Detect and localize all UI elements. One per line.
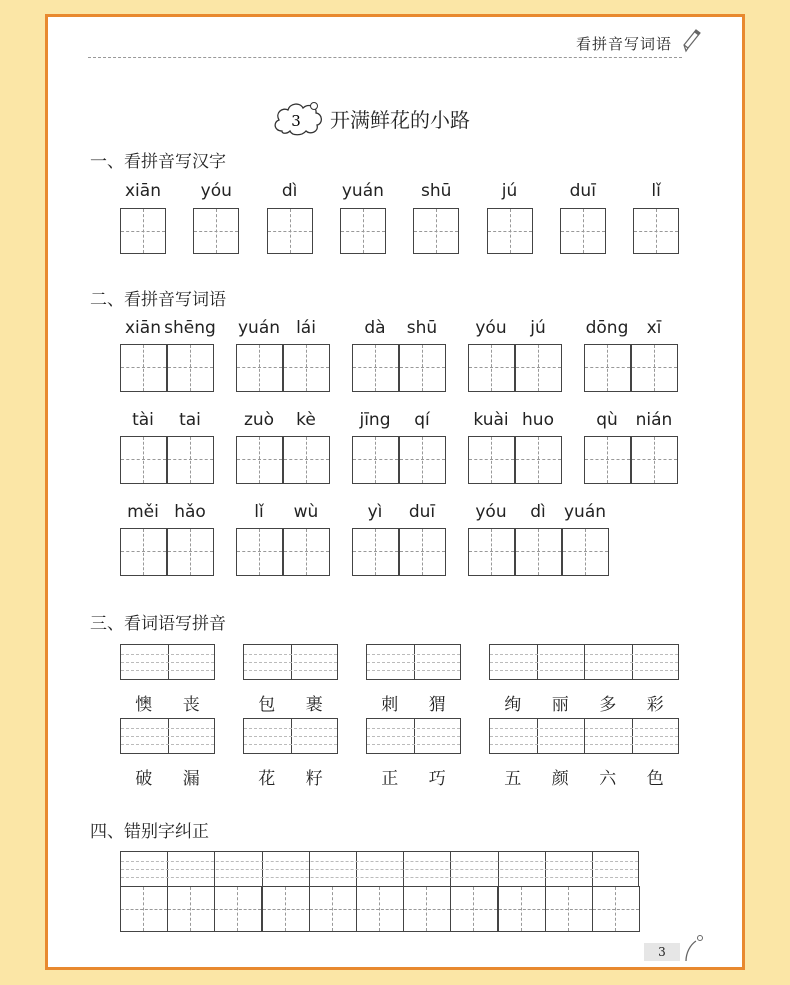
tianzige-box[interactable]: [468, 436, 515, 484]
tianzige-box[interactable]: [631, 436, 678, 484]
tianzige-box[interactable]: [515, 344, 562, 392]
pinyin-label: xiān: [125, 181, 161, 201]
section-3-label: 三、看词语写拼音: [90, 614, 226, 634]
pinyin-label: duī: [569, 181, 596, 201]
pinyin-label: yóu: [475, 318, 507, 338]
hanzi-label: 五: [504, 769, 522, 789]
tianzige-box[interactable]: [214, 886, 262, 932]
tianzige-box[interactable]: [633, 208, 679, 254]
pinyin-writing-box[interactable]: [489, 718, 679, 754]
hanzi-label: 彩: [646, 695, 664, 715]
tianzige-box[interactable]: [120, 436, 167, 484]
pinyin-label: xiān: [125, 318, 161, 338]
tianzige-box[interactable]: [283, 344, 330, 392]
pinyin-writing-box[interactable]: [489, 644, 679, 680]
tianzige-box[interactable]: [584, 436, 631, 484]
tianzige-box[interactable]: [352, 436, 399, 484]
cloud-badge-icon: [270, 97, 326, 139]
tianzige-box[interactable]: [413, 208, 459, 254]
pinyin-label: dà: [364, 318, 386, 338]
tianzige-box[interactable]: [399, 528, 446, 576]
pinyin-label: jú: [501, 181, 518, 201]
pinyin-label: jú: [530, 318, 546, 338]
tianzige-box[interactable]: [515, 436, 562, 484]
tianzige-box[interactable]: [120, 208, 166, 254]
tianzige-box[interactable]: [356, 886, 404, 932]
tianzige-box[interactable]: [167, 344, 214, 392]
pinyin-label: shū: [420, 181, 452, 201]
section-2-label: 二、看拼音写词语: [90, 290, 226, 310]
pinyin-label: qù: [596, 410, 618, 430]
pinyin-label: tai: [179, 410, 201, 430]
pinyin-label: huo: [522, 410, 554, 430]
tianzige-box[interactable]: [468, 344, 515, 392]
tianzige-box[interactable]: [584, 344, 631, 392]
pinyin-writing-box[interactable]: [120, 718, 215, 754]
pinyin-label: xī: [646, 318, 662, 338]
tianzige-box[interactable]: [352, 528, 399, 576]
pinyin-label: yì: [367, 502, 383, 522]
hanzi-label: 颜: [551, 769, 569, 789]
tianzige-box[interactable]: [498, 886, 546, 932]
pinyin-label: jīng: [359, 410, 391, 430]
hanzi-label: 多: [599, 695, 617, 715]
pinyin-label: lái: [296, 318, 316, 338]
tianzige-box[interactable]: [352, 344, 399, 392]
tianzige-box[interactable]: [267, 208, 313, 254]
tianzige-box[interactable]: [399, 436, 446, 484]
tianzige-box[interactable]: [262, 886, 310, 932]
tianzige-box[interactable]: [236, 436, 283, 484]
tianzige-box[interactable]: [236, 344, 283, 392]
pinyin-label: yuán: [563, 502, 607, 522]
tianzige-box[interactable]: [450, 886, 498, 932]
tianzige-box[interactable]: [193, 208, 239, 254]
tianzige-box[interactable]: [403, 886, 451, 932]
tianzige-box[interactable]: [340, 208, 386, 254]
tianzige-box[interactable]: [399, 344, 446, 392]
pencil-icon: [682, 27, 702, 53]
pinyin-label: zuò: [243, 410, 275, 430]
hanzi-label: 色: [646, 769, 664, 789]
lesson-heading: [270, 97, 470, 139]
tianzige-box[interactable]: [283, 436, 330, 484]
pinyin-label: qí: [414, 410, 430, 430]
pinyin-label: lǐ: [651, 181, 661, 201]
hanzi-label: 猬: [428, 695, 446, 715]
pinyin-writing-box[interactable]: [243, 718, 338, 754]
tianzige-box[interactable]: [562, 528, 609, 576]
hanzi-label: 懊: [135, 695, 153, 715]
tianzige-box[interactable]: [560, 208, 606, 254]
pinyin-label: wù: [293, 502, 319, 522]
pinyin-label: duī: [408, 502, 436, 522]
tianzige-box[interactable]: [167, 528, 214, 576]
pinyin-label: kè: [296, 410, 316, 430]
hanzi-label: 绚: [504, 695, 522, 715]
tianzige-box[interactable]: [309, 886, 357, 932]
tianzige-box[interactable]: [468, 528, 515, 576]
pinyin-label: hǎo: [174, 502, 206, 522]
pinyin-label: nián: [635, 410, 673, 430]
pinyin-writing-box[interactable]: [243, 644, 338, 680]
lesson-number: 3: [291, 112, 301, 130]
tianzige-box[interactable]: [167, 436, 214, 484]
hanzi-label: 巧: [428, 769, 446, 789]
tianzige-box[interactable]: [487, 208, 533, 254]
section-4-label: 四、错别字纠正: [90, 822, 209, 842]
pinyin-label: shū: [406, 318, 438, 338]
pinyin-writing-box[interactable]: [120, 644, 215, 680]
pinyin-label: yóu: [200, 181, 232, 201]
pinyin-label: dōng: [585, 318, 629, 338]
pinyin-label: shēng: [164, 318, 216, 338]
lesson-title: 开满鲜花的小路: [330, 107, 470, 132]
tianzige-box[interactable]: [120, 886, 168, 932]
tianzige-box[interactable]: [167, 886, 215, 932]
tianzige-box[interactable]: [120, 528, 167, 576]
pinyin-label: yóu: [475, 502, 507, 522]
pinyin-label: kuài: [473, 410, 509, 430]
hanzi-label: 破: [135, 769, 153, 789]
hanzi-label: 正: [381, 769, 399, 789]
header-title: 看拼音写词语: [575, 35, 672, 53]
pinyin-writing-box[interactable]: [366, 644, 461, 680]
hanzi-label: 六: [599, 769, 617, 789]
page-number: 3: [644, 943, 680, 961]
tianzige-box[interactable]: [120, 344, 167, 392]
tianzige-box[interactable]: [515, 528, 562, 576]
hanzi-label: 籽: [305, 769, 323, 789]
pinyin-label: dì: [281, 181, 298, 201]
pinyin-writing-box[interactable]: [366, 718, 461, 754]
hanzi-label: 丧: [182, 695, 200, 715]
hanzi-label: 刺: [381, 695, 399, 715]
pinyin-label: měi: [127, 502, 159, 522]
pinyin-label: yuán: [341, 181, 384, 201]
hanzi-label: 花: [258, 769, 276, 789]
correction-pinyin-row[interactable]: [120, 851, 639, 887]
hanzi-label: 裹: [305, 695, 323, 715]
pinyin-label: lǐ: [254, 502, 264, 522]
hanzi-label: 包: [258, 695, 276, 715]
tianzige-box[interactable]: [545, 886, 593, 932]
header-divider: [88, 57, 682, 58]
pinyin-label: yuán: [237, 318, 281, 338]
worksheet-page: [45, 14, 745, 970]
tianzige-box[interactable]: [592, 886, 640, 932]
section-1-label: 一、看拼音写汉字: [90, 152, 226, 172]
hanzi-label: 丽: [551, 695, 569, 715]
pinyin-label: dì: [530, 502, 546, 522]
tianzige-box[interactable]: [236, 528, 283, 576]
swirl-decoration-icon: [682, 933, 706, 963]
tianzige-box[interactable]: [631, 344, 678, 392]
pinyin-label: tài: [132, 410, 154, 430]
hanzi-label: 漏: [182, 769, 200, 789]
tianzige-box[interactable]: [283, 528, 330, 576]
